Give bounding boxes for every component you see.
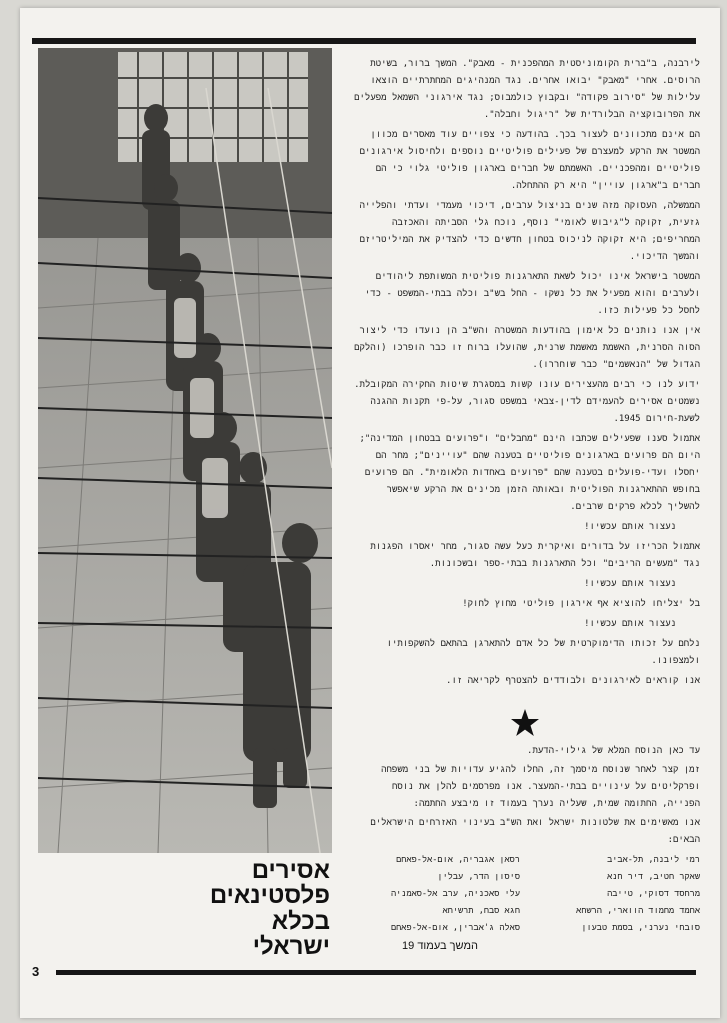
top-rule — [32, 38, 696, 44]
headline-line: ישראלי — [252, 933, 330, 961]
headline-line: פלסטינאים — [209, 882, 330, 910]
paragraph: עד כאן הנוסח המלא של גילוי-הדעת. — [527, 746, 700, 756]
paragraph: הם אינם מתכוונים לעצור בכך. בהודעה כי צפויים עוד מאסרים מכוון המשטר את הרקע למעצרם של פעילים פוליטיים נוספים ולחיסול אירגונים פוליטיים ומהפכניים. האשמתם של חברים בארגון פוליטי גלוי כי הם חברים ב"ארגון עויין" היא רק ההתחלה. — [359, 130, 700, 191]
paragraph: ידוע לנו כי רבים מהעצירים עונו קשות במסגרת שיטות החקירה המקובלת. נשמטים אסירים להעמידם לדין-צבאי במשפט סגור, על-פי תקנות ההגנה לשעת-חירום 1945. — [354, 380, 700, 424]
article-body — [350, 56, 700, 693]
paragraph: אתמול הכריזו על בדורים ואיקרית כעל עשה סגור, מחר יאסרו הפגנות נגד "מעשים הריבים" וכל התארגנות בבתי-ספר ובשכונות. — [370, 542, 700, 569]
continuation-note: המשך בעמוד 19 — [402, 940, 478, 952]
list-item: רמי ליבנה, תל-אביב — [607, 855, 700, 865]
paragraph: לירבנה, ב"ברית הקומוניסטית המהפכנית - מאבק". המשך ברור, בשיטת הרוסים. אחרי "מאבק" יבואו אחרים. נגד המנהיגים המחתרתיים הוצאו עלילות של "סירוב פקודה" ובקבוץ כולמבוס; נגד אירגוני השמאל מפעלים את הפרובוקציה הבלורדית של "ריגול וחבלה". — [354, 59, 700, 120]
list-item: סאלה ג'אברין, אום-אל-פאחם — [390, 923, 520, 933]
list-item: עלי סאכניה, ערב אל-סאמניה — [390, 889, 520, 899]
prisoners-photo — [38, 48, 332, 853]
list-item: חגא סבח, תרשיחא — [442, 906, 520, 916]
list-item: סובחי נערני, בסמת טבעון — [581, 923, 700, 933]
list-item: מרחסד דסוקי, טייבה — [607, 889, 700, 899]
names-column-right — [530, 852, 700, 937]
headline-line: אסירים — [251, 857, 330, 884]
section-two — [350, 743, 700, 851]
paragraph: אנו מאשימים את שלטונות ישראל ואת הש"ב בעינוי האזרחים הישראלים הבאים: — [370, 818, 700, 845]
paragraph: אין אנו נותנים כל אימון בהודעות המשטרה והש"ב הן נועדו כדי ליצור הסוה הסרנית, האשמת מאשמת שרנית, שהועלו ברוח זו כבר הופרכו (והלקם הגדול של "הנאשמים" כבר שוחררו). — [354, 326, 700, 370]
slogan: נעצור אותם עכשיו! — [584, 579, 676, 589]
names-column-left — [350, 852, 520, 937]
star-icon — [510, 708, 540, 738]
newspaper-page — [20, 8, 720, 1018]
names-list — [350, 852, 700, 944]
paragraph: נלחם על זכותו הדימוקרטית של כל אדם להתארגן בהתאם להשקפותיו ולמצפונו. — [386, 639, 700, 666]
list-item: רסאן אגבריה, אום-אל-פאחם — [396, 855, 520, 865]
paragraph: אתמול סענו שפעילים שכתבו הינם "מחבלים" ו"פרועים בבטחון המדינה"; היום הם פרועים בארגונים פוליטיים בטענה שהם "עויינים"; מחר הם יחסלו ועדי-פועלים בטענה שהם "פרועים באחדות הלאומית". הם פרועים בחופש ההתארגנות הפוליטית ובאותה הזמן מכינים את הרקע שיאפשר להשליך לכלא פרקים שרבים. — [359, 434, 700, 512]
page-number: 3 — [32, 964, 40, 979]
slogan: נעצור אותם עכשיו! — [584, 522, 676, 532]
slogan: נעצור אותם עכשיו! — [584, 619, 676, 629]
list-item: אחמד מחמוד הווארי, הרשחא — [576, 906, 700, 916]
paragraph: בל יצליחו להוציא אף אירגון פוליטי מחוץ לחוק! — [462, 599, 700, 609]
list-item: סיסון הדר, עבלין — [437, 872, 520, 882]
list-item: שאקר חטיב, דיר חנא — [607, 872, 700, 882]
photo-headline — [30, 858, 330, 960]
paragraph: זמן קצר לאחר שנוסח מיסמך זה, החלו להגיע עדויות של בני משפחה ופרקליטים על עינויים בבתי-המעצר. אנו מפרסמים להלן את נוסח הפנייה, החתומה שמית, שעליה נערך בעמוד זו מיבצע החתמה: — [381, 765, 700, 809]
bottom-rule — [56, 970, 696, 975]
headline-line: בכלא — [271, 907, 330, 935]
paragraph: אנו קוראים לאירגונים ולבודדים להצטרף לקריאה זו. — [446, 676, 700, 686]
paragraph: המשטר בישראל אינו יכול לשאת התארגנות פוליטית המשותפת ליהודים ולערבים והוא מפעיל את כל נשקו - החל בש"ב וכלה בבתי-המשפט - כדי לחסל כל פעילות כזו. — [364, 272, 700, 316]
paragraph: הממשלה, העסוקה מזה שנים בניצול ערבים, דיכוי מעמדי ועדתי והפלייה גזעית, זקוקה ל"גיבוש לאומי" נוסף, נוכח גלי הסביתה והאכזבה המחריפים; היא זקוקה לניכוס בטחון חדשים כדי להצדיק את המיליטריזם והמשך הדיכוי. — [359, 201, 700, 262]
